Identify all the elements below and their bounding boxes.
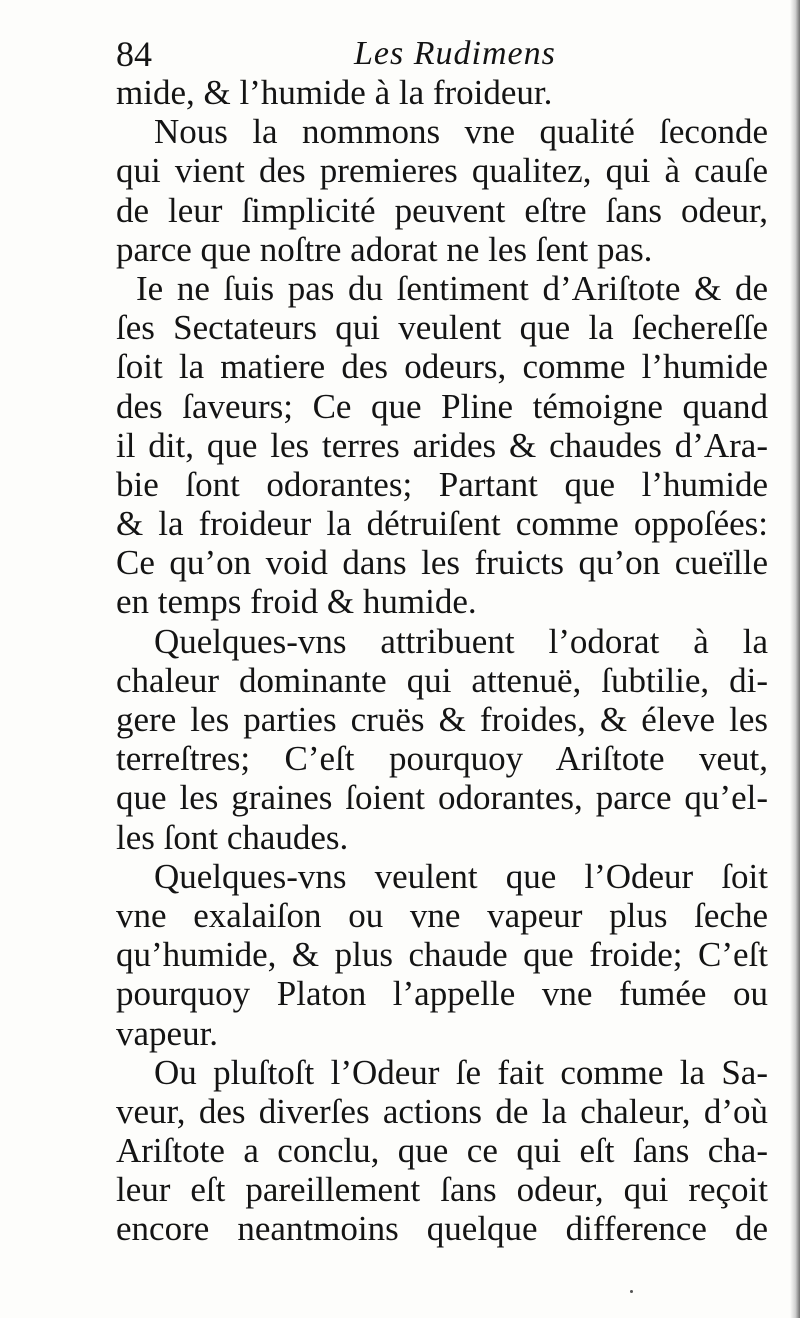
text-line: vapeur.	[116, 1013, 219, 1053]
text-line: mide, & l’humide à la froideur.	[116, 73, 553, 112]
text-line: des ſaveurs; Ce que Pline témoigne quand	[116, 386, 768, 426]
page-number: 84	[116, 34, 152, 74]
text-line: ſes Sectateurs qui veulent que la ſechereſſe	[116, 308, 768, 348]
ink-speck	[630, 1290, 633, 1293]
text-line: leur eſt pareillement ſans odeur, qui reçoit	[116, 1170, 768, 1210]
paragraph-start-line: Ou pluſtoſt l’Odeur ſe fait comme la Sa-	[154, 1052, 768, 1092]
text-line: pourquoy Platon l’appelle vne fumée ou	[116, 974, 768, 1014]
text-line: de leur ſimplicité peuvent eſtre ſans odeur,	[116, 190, 768, 230]
text-line: encore neantmoins quelque difference de	[116, 1209, 768, 1249]
paragraph-start-line: Quelques-vns attribuent l’odorat à la	[154, 621, 768, 661]
paragraph-start-line: Quelques-vns veulent que l’Odeur ſoit	[154, 856, 768, 896]
text-line: en temps froid & humide.	[116, 582, 477, 622]
text-line: les ſont chaudes.	[116, 817, 349, 857]
text-line: bie ſont odorantes; Partant que l’humide	[116, 464, 768, 504]
page-edge-shadow	[790, 0, 800, 1318]
text-line: qui vient des premieres qualitez, qui à cauſe	[116, 151, 768, 191]
page-header	[116, 30, 576, 78]
text-line: que les graines ſoient odorantes, parce qu’el-	[116, 778, 768, 818]
running-head: Les Rudimens	[354, 35, 556, 72]
text-line: Ce qu’on void dans les fruicts qu’on cueïlle	[116, 543, 768, 583]
text-line: terreſtres; C’eſt pourquoy Ariſtote veut,	[116, 739, 768, 779]
text-line: vne exalaiſon ou vne vapeur plus ſeche	[116, 895, 768, 935]
paragraph-start-line: Ie ne ſuis pas du ſentiment d’Ariſtote & de	[136, 268, 768, 308]
text-line: il dit, que les terres arides & chaudes d’Ara-	[116, 425, 768, 465]
text-line: qu’humide, & plus chaude que froide; C’eſt	[116, 935, 768, 975]
text-line: Ariſtote a conclu, que ce qui eſt ſans cha-	[116, 1131, 768, 1171]
text-line: & la froideur la détruiſent comme oppoſées:	[116, 504, 768, 544]
text-line: gere les parties cruës & froides, & éleve les	[116, 700, 768, 739]
text-line: parce que noſtre adorat ne les ſent pas.	[116, 229, 653, 269]
text-line: ſoit la matiere des odeurs, comme l’humide	[116, 347, 768, 387]
paragraph-start-line: Nous la nommons vne qualité ſeconde	[154, 112, 768, 152]
text-line: veur, des diverſes actions de la chaleur, d’où	[116, 1091, 768, 1131]
body-text	[116, 73, 768, 1249]
text-line: chaleur dominante qui attenuë, ſubtilie, di-	[116, 660, 768, 700]
